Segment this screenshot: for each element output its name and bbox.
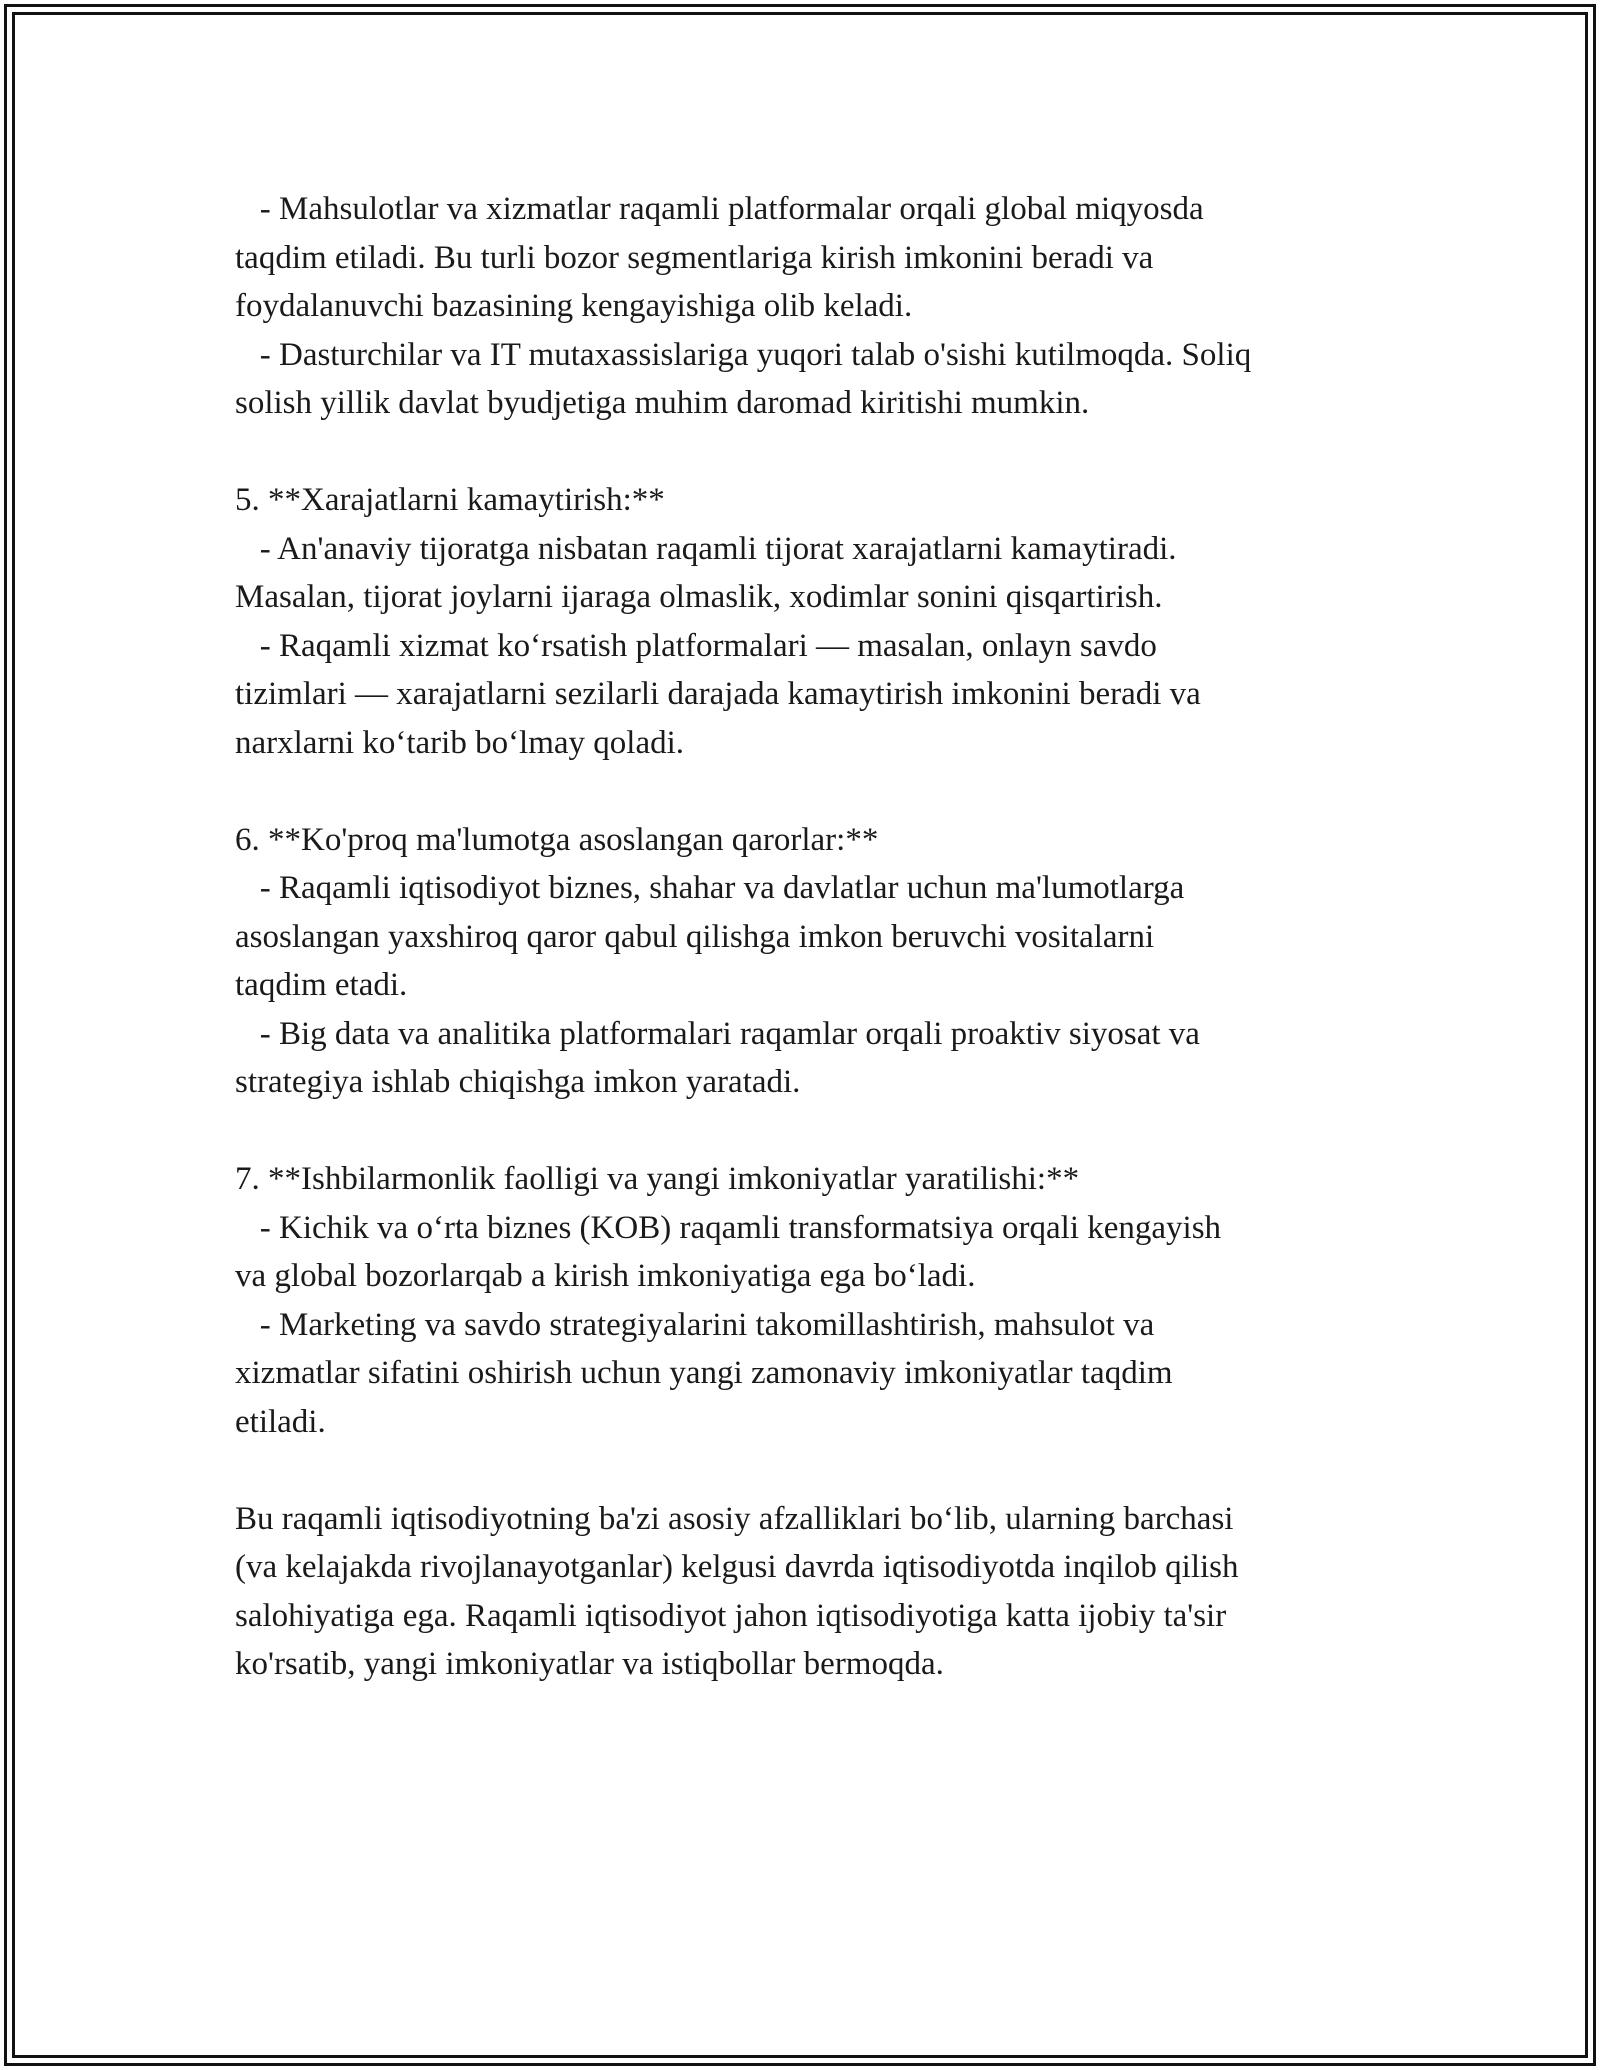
text-line: va global bozorlarqab a kirish imkoniyatiga ega bo‘ladi. [235, 1258, 976, 1294]
text-line: - Raqamli xizmat ko‘rsatish platformalari — masalan, onlayn savdo [235, 627, 1157, 664]
text-line: solish yillik davlat byudjetiga muhim daromad kiritishi mumkin. [235, 385, 1090, 421]
text-line: - Big data va analitika platformalari raqamlar orqali proaktiv siyosat va [235, 1015, 1200, 1052]
text-line: xizmatlar sifatini oshirish uchun yangi zamonaviy imkoniyatlar taqdim [235, 1355, 1173, 1391]
paragraph-gap [235, 1446, 1385, 1495]
paragraph-gap [235, 428, 1385, 477]
document-body [235, 185, 1385, 1689]
text-line: ko'rsatib, yangi imkoniyatlar va istiqbollar bermoqda. [235, 1646, 944, 1682]
section-heading: 6. **Ko'proq ma'lumotga asoslangan qarorlar:** [235, 821, 879, 858]
paragraph-gap [235, 1107, 1385, 1156]
text-line: - Dasturchilar va IT mutaxassislariga yuqori talab o'sishi kutilmoqda. Soliq [235, 336, 1252, 373]
text-line: taqdim etiladi. Bu turli bozor segmentlariga kirish imkonini beradi va [235, 239, 1154, 276]
text-line: etiladi. [235, 1403, 326, 1440]
text-line: - Marketing va savdo strategiyalarini takomillashtirish, mahsulot va [235, 1306, 1155, 1343]
text-line: strategiya ishlab chiqishga imkon yaratadi. [235, 1064, 801, 1100]
section-heading: 5. **Xarajatlarni kamaytirish:** [235, 482, 665, 518]
section-heading: 7. **Ishbilarmonlik faolligi va yangi imkoniyatlar yaratilishi:** [235, 1161, 1080, 1197]
text-line: Masalan, tijorat joylarni ijaraga olmaslik, xodimlar sonini qisqartirish. [235, 579, 1163, 615]
section-7-business-activity [235, 1155, 1385, 1446]
text-line: salohiyatiga ega. Raqamli iqtisodiyot jahon iqtisodiyotiga katta ijobiy ta'sir [235, 1597, 1227, 1634]
paragraph-benefits-continued [235, 185, 1385, 428]
text-line: - Mahsulotlar va xizmatlar raqamli platformalar orqali global miqyosda [235, 191, 1204, 227]
section-6-data-driven-decisions [235, 816, 1385, 1107]
text-line: asoslangan yaxshiroq qaror qabul qilishga imkon beruvchi vositalarni [235, 918, 1155, 955]
section-5-cost-reduction [235, 476, 1385, 767]
paragraph-conclusion [235, 1495, 1385, 1689]
text-line: - Kichik va o‘rta biznes (KOB) raqamli transformatsiya orqali kengayish [235, 1209, 1222, 1246]
text-line: tizimlari — xarajatlarni sezilarli darajada kamaytirish imkonini beradi va [235, 676, 1201, 712]
text-line: Bu raqamli iqtisodiyotning ba'zi asosiy afzalliklari bo‘lib, ularning barchasi [235, 1500, 1234, 1537]
text-line: (va kelajakda rivojlanayotganlar) kelgusi davrda iqtisodiyotda inqilob qilish [235, 1549, 1239, 1585]
text-line: narxlarni ko‘tarib bo‘lmay qoladi. [235, 724, 685, 761]
paragraph-gap [235, 767, 1385, 816]
text-line: - Raqamli iqtisodiyot biznes, shahar va davlatlar uchun ma'lumotlarga [235, 870, 1185, 906]
text-line: - An'anaviy tijoratga nisbatan raqamli tijorat xarajatlarni kamaytiradi. [235, 530, 1177, 567]
text-line: foydalanuvchi bazasining kengayishiga olib keladi. [235, 288, 913, 324]
text-line: taqdim etadi. [235, 967, 408, 1003]
